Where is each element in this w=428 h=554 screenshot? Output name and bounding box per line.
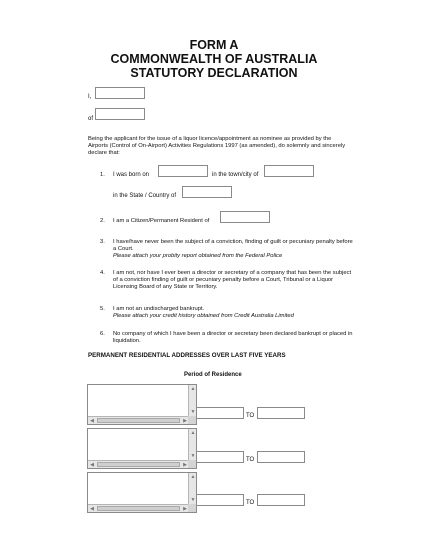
address-textarea-3[interactable] [87,472,197,513]
horizontal-scrollbar[interactable] [88,504,189,512]
addresses-heading: PERMANENT RESIDENTIAL ADDRESSES OVER LAST FIVE YEARS [88,352,286,359]
item-6-number: 6. [100,331,105,337]
scroll-thumb[interactable] [97,462,180,467]
scroll-corner [188,460,196,468]
born-on-label: I was born on [113,172,150,178]
commonwealth-heading: COMMONWEALTH OF AUSTRALIA [110,52,318,66]
to-date-field-3[interactable] [257,494,305,506]
arrow-up-icon[interactable]: ▲ [190,386,196,392]
period-of-residence-label: Period of Residence [184,372,242,378]
address-textarea-2[interactable] [87,428,197,469]
item-5-note: Please attach your credit history obtained from Credit Australia Limited [113,312,294,319]
item-2-text: I am a Citizen/Permanent Resident of [113,218,210,224]
declaration-heading: STATUTORY DECLARATION [130,66,298,80]
scroll-thumb[interactable] [97,418,180,423]
arrow-left-icon[interactable]: ◀ [90,462,94,468]
citizenship-field[interactable] [220,211,270,223]
to-label-3: TO [246,500,255,506]
arrow-right-icon[interactable]: ▶ [183,462,187,468]
item-4-text: I am not, nor have I ever been a director or secretary of a company that has been the subject of a conviction finding of guilt or pecuniary penalty before a Court, Tribunal or a Liquor Licensing Board of any State or Territory. [113,270,352,290]
scroll-thumb[interactable] [97,506,180,511]
from-date-field-2[interactable] [196,451,244,463]
state-country-label: in the State / Country of [113,193,177,199]
to-date-field-2[interactable] [257,451,305,463]
address-field[interactable] [95,108,145,120]
to-label-1: TO [246,413,255,419]
item-3-number: 3. [100,239,105,245]
to-label-2: TO [246,457,255,463]
arrow-down-icon[interactable]: ▼ [190,409,196,415]
of-label: of [88,116,94,122]
vertical-scrollbar[interactable] [188,429,196,460]
from-date-field-1[interactable] [196,407,244,419]
to-date-field-1[interactable] [257,407,305,419]
arrow-up-icon[interactable]: ▲ [190,430,196,436]
item-3-note: Please attach your probity report obtained from the Federal Police [113,252,283,259]
birth-state-field[interactable] [182,186,232,198]
horizontal-scrollbar[interactable] [88,460,189,468]
arrow-right-icon[interactable]: ▶ [183,506,187,512]
item-4-number: 4. [100,270,105,276]
intro-paragraph: Being the applicant for the issue of a liquor licence/appointment as nominee as provided by the Airports (Control of On-Airport) Activities Regulations 1997 (as amended), do solemnly and sincerely declare that: [88,136,346,156]
item-5-number: 5. [100,306,105,312]
arrow-left-icon[interactable]: ◀ [90,506,94,512]
form-letter-heading: FORM A [189,38,239,52]
arrow-left-icon[interactable]: ◀ [90,418,94,424]
item-1-number: 1. [100,172,105,178]
item-2-number: 2. [100,218,105,224]
arrow-down-icon[interactable]: ▼ [190,497,196,503]
birth-date-field[interactable] [158,165,208,177]
item-6-text: No company of which I have been a director or secretary been declared bankrupt or placed in liquidation. [113,331,353,344]
item-3-text: I have/have never been the subject of a conviction, finding of guilt or pecuniary penalty before a Court. [113,239,353,252]
vertical-scrollbar[interactable] [188,473,196,504]
item-3-block [113,239,353,260]
arrow-right-icon[interactable]: ▶ [183,418,187,424]
arrow-down-icon[interactable]: ▼ [190,453,196,459]
scroll-corner [188,504,196,512]
i-label: I, [88,94,92,100]
from-date-field-3[interactable] [196,494,244,506]
item-5-text: I am not an undischarged bankrupt. [113,306,205,312]
horizontal-scrollbar[interactable] [88,416,189,424]
scroll-corner [188,416,196,424]
address-textarea-1[interactable] [87,384,197,425]
name-field[interactable] [95,87,145,99]
town-city-label: in the town/city of [212,172,259,178]
vertical-scrollbar[interactable] [188,385,196,416]
arrow-up-icon[interactable]: ▲ [190,474,196,480]
item-5-block [113,306,353,320]
birth-town-field[interactable] [264,165,314,177]
